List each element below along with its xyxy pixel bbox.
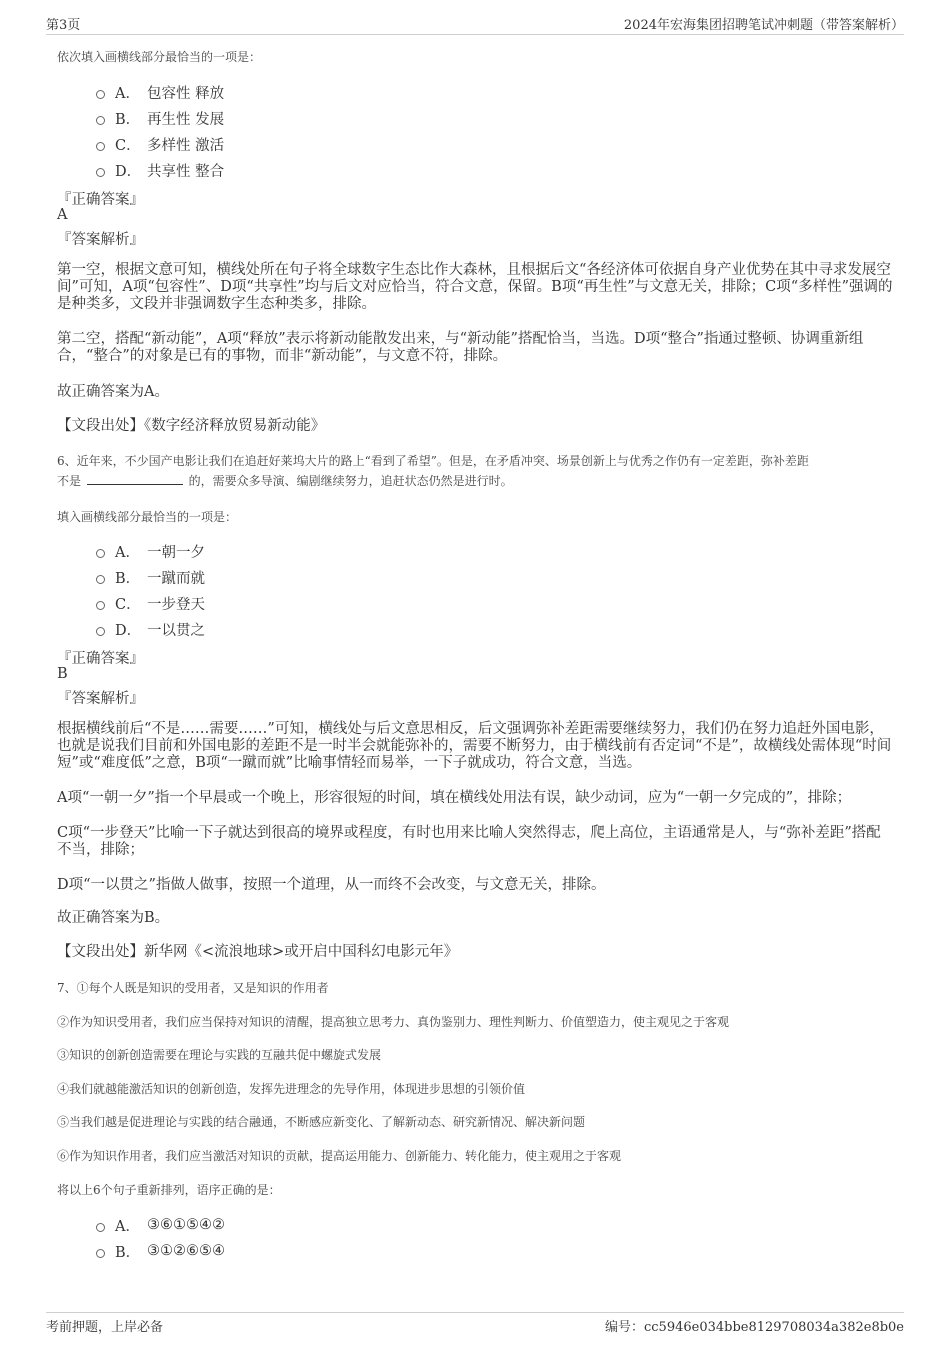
q6-stem-line-2	[57, 470, 897, 492]
document-title: 2024年宏海集团招聘笔试冲刺题（带答案解析）	[623, 18, 904, 33]
q5-option-c[interactable]	[96, 134, 224, 154]
q5-option-b[interactable]	[96, 108, 224, 128]
q6-analysis-para-3: C项“一步登天”比喻一下子就达到很高的境界或程度，有时也用来比喻人突然得志，爬上高位，主语通常是人，与“弥补差距”搭配不当，排除；	[57, 825, 881, 858]
q5-option-d[interactable]	[96, 160, 224, 180]
q7-sentence-3: ③知识的创新创造需要在理论与实践的互融共促中螺旋式发展	[57, 1048, 382, 1062]
radio-icon[interactable]	[96, 142, 105, 151]
option-text: 多样性 激活	[147, 137, 225, 154]
radio-icon[interactable]	[96, 575, 105, 584]
option-letter: A．	[115, 1218, 140, 1235]
radio-icon[interactable]	[96, 627, 105, 636]
option-text: ③⑥①⑤④②	[147, 1217, 225, 1233]
option-text: 一步登天	[147, 596, 205, 613]
option-letter: B．	[115, 111, 141, 128]
q7-sentence-2: ②作为知识受用者，我们应当保持对知识的清醒，提高独立思考力、真伪鉴别力、理性判断力、价值塑造力，使主观见之于客观	[57, 1015, 730, 1029]
option-text: ③①②⑥⑤④	[147, 1243, 225, 1259]
q5-answer: A	[57, 207, 68, 223]
q6-stem-before-blank: 不是	[57, 474, 82, 488]
q7-option-a[interactable]	[96, 1215, 225, 1235]
option-letter: A．	[115, 544, 140, 561]
option-text: 包容性 释放	[147, 85, 225, 102]
q6-stem-after-blank: 的，需要众多导演、编剧继续努力，追赶状态仍然是进行时。	[188, 474, 513, 488]
radio-icon[interactable]	[96, 601, 105, 610]
option-letter: B．	[115, 570, 141, 587]
option-letter: A．	[115, 85, 140, 102]
q7-option-b[interactable]	[96, 1241, 225, 1261]
q6-source: 【文段出处】新华网《<流浪地球>或开启中国科幻电影元年》	[57, 944, 459, 960]
q5-source: 【文段出处】《数字经济释放贸易新动能》	[57, 418, 326, 434]
page-number: 第3页	[46, 18, 81, 33]
option-letter: B．	[115, 1244, 141, 1261]
q6-answer: B	[57, 666, 68, 682]
page-header	[46, 12, 904, 35]
q6-analysis-conclusion: 故正确答案为B。	[57, 910, 170, 926]
q6-analysis-label: 『答案解析』	[57, 691, 144, 707]
q6-analysis-para-1: 根据横线前后“不是……需要……”可知，横线处与后文意思相反，后文强调弥补差距需要继续努力，我们仍在努力追赶外国电影，也就是说我们目前和外国电影的差距不是一时半会就能弥补的，需要不断努力，由于横线前有否定词“不是”，故横线处需体现“时间短”或“难度低”之意，B项“一蹴而就”比喻事情轻而易举，一下子就成功，符合文意，当选。	[57, 721, 892, 771]
q6-prompt: 填入画横线部分最恰当的一项是：	[57, 510, 238, 524]
q5-option-a[interactable]	[96, 82, 224, 102]
q5-analysis-conclusion: 故正确答案为A。	[57, 384, 169, 400]
radio-icon[interactable]	[96, 1249, 105, 1258]
q7-sentence-1: 7、①每个人既是知识的受用者，又是知识的作用者	[57, 981, 329, 995]
option-text: 一以贯之	[147, 622, 205, 639]
q5-analysis-para-1: 第一空，根据文意可知，横线处所在句子将全球数字生态比作大森林，且根据后文“各经济体可依据自身产业优势在其中寻求发展空间”可知，A项“包容性”、D项“共享性”均与后文对应恰当，符合文意，保留。B项“再生性”与文意无关，排除；C项“多样性”强调的是种类多，文段并非强调数字生态种类多，排除。	[57, 262, 893, 312]
q7-prompt: 将以上6个句子重新排列，语序正确的是：	[57, 1183, 281, 1197]
q7-sentence-4: ④我们就越能激活知识的创新创造，发挥先进理念的先导作用，体现进步思想的引领价值	[57, 1082, 526, 1096]
option-text: 一朝一夕	[147, 544, 205, 561]
q5-answer-label: 『正确答案』	[57, 192, 144, 208]
option-text: 共享性 整合	[147, 163, 225, 180]
q6-option-a[interactable]	[96, 541, 205, 561]
radio-icon[interactable]	[96, 90, 105, 99]
option-letter: D．	[115, 163, 142, 180]
q6-stem-line-1: 6、近年来，不少国产电影让我们在追赶好莱坞大片的路上“看到了希望”。但是，在矛盾冲突、场景创新上与优秀之作仍有一定差距，弥补差距	[57, 454, 809, 468]
option-letter: C．	[115, 137, 141, 154]
q6-blank	[87, 474, 183, 485]
footer-slogan: 考前押题，上岸必备	[46, 1320, 164, 1335]
option-letter: D．	[115, 622, 142, 639]
q6-analysis-para-2: A项“一朝一夕”指一个早晨或一个晚上，形容很短的时间，填在横线处用法有误，缺少动词，应为“一朝一夕完成的”，排除；	[57, 790, 852, 806]
radio-icon[interactable]	[96, 549, 105, 558]
q7-sentence-5: ⑤当我们越是促进理论与实践的结合融通，不断感应新变化、了解新动态、研究新情况、解决新问题	[57, 1115, 586, 1129]
document-code: 编号：cc5946e034bbe8129708034a382e8b0e	[604, 1320, 904, 1335]
option-letter: C．	[115, 596, 141, 613]
q7-sentence-6: ⑥作为知识作用者，我们应当激活对知识的贡献，提高运用能力、创新能力、转化能力，使主观用之于客观	[57, 1149, 622, 1163]
q6-option-b[interactable]	[96, 567, 205, 587]
q5-analysis-para-2: 第二空，搭配“新动能”，A项“释放”表示将新动能散发出来，与“新动能”搭配恰当，当选。D项“整合”指通过整顿、协调重新组合，“整合”的对象是已有的事物，而非“新动能”，与文意不符，排除。	[57, 331, 864, 364]
radio-icon[interactable]	[96, 168, 105, 177]
q6-analysis-para-4: D项“一以贯之”指做人做事，按照一个道理，从一而终不会改变，与文意无关，排除。	[57, 877, 606, 893]
q6-answer-label: 『正确答案』	[57, 651, 144, 667]
q6-option-c[interactable]	[96, 593, 205, 613]
radio-icon[interactable]	[96, 1223, 105, 1232]
q6-option-d[interactable]	[96, 619, 205, 639]
page-footer	[46, 1312, 904, 1337]
option-text: 一蹴而就	[147, 570, 205, 587]
q5-analysis-label: 『答案解析』	[57, 232, 144, 248]
radio-icon[interactable]	[96, 116, 105, 125]
option-text: 再生性 发展	[147, 111, 225, 128]
q5-prompt: 依次填入画横线部分最恰当的一项是：	[57, 50, 262, 64]
